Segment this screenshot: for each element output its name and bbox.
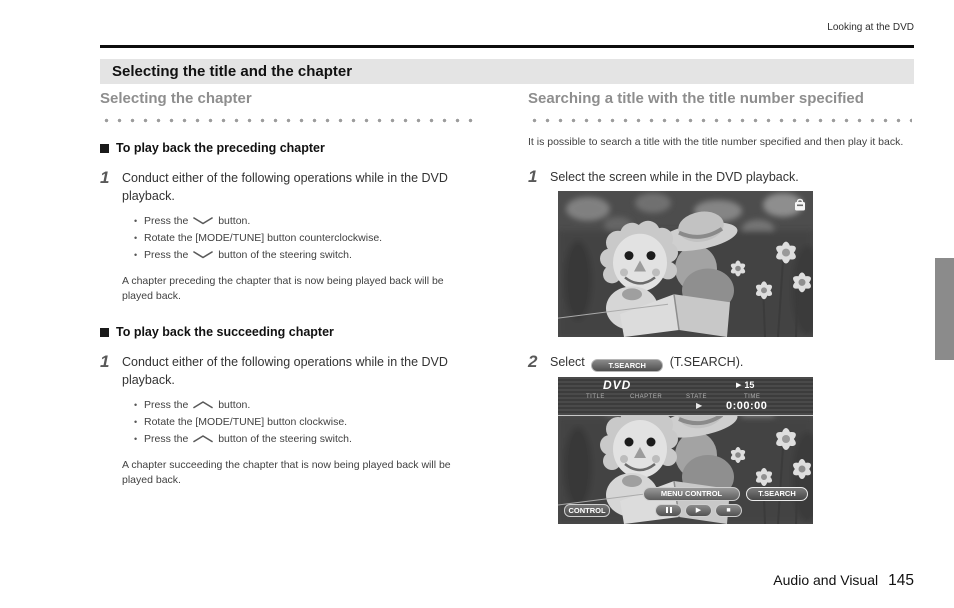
page-footer (773, 572, 914, 590)
step-number: 2 (528, 351, 538, 371)
result-text: A chapter preceding the chapter that is now being played back will be played back. (122, 275, 444, 302)
chevron-up-icon (193, 401, 213, 409)
dvd-video-frame (558, 191, 813, 337)
step (100, 169, 480, 205)
step-number: 1 (100, 352, 110, 371)
step-text: Conduct either of the following operations while in the DVD playback. (122, 171, 448, 203)
section-title: Selecting the title and the chapter (112, 63, 353, 80)
right-column-heading: Searching a title with the title number specified (528, 90, 864, 107)
dvd-screenshot-playback (558, 191, 813, 337)
pause-icon (670, 507, 672, 513)
chevron-down-icon (193, 251, 213, 259)
chevron-up-icon (193, 435, 213, 443)
step-text: Conduct either of the following operations while in the DVD playback. (122, 355, 448, 387)
list-item: • Rotate the [MODE/TUNE] button clockwise. (134, 414, 480, 431)
pause-button[interactable] (655, 504, 682, 517)
result-text: A chapter succeeding the chapter that is now being played back will be played back. (122, 459, 451, 486)
list-item: • Press the button of the steering switch. (134, 431, 480, 448)
title-field-label: TITLE (586, 393, 605, 400)
step-text: Select T.SEARCH (T.SEARCH). (550, 354, 744, 370)
pause-icon (666, 507, 668, 513)
page-number: 145 (888, 572, 914, 589)
play-button[interactable] (685, 504, 712, 517)
step-number: 1 (100, 168, 110, 187)
t-search-osd-button[interactable]: T.SEARCH (746, 487, 808, 501)
step (528, 353, 914, 372)
section-title-bar (100, 59, 914, 84)
running-header: Looking at the DVD (827, 22, 914, 33)
play-icon: ▶ (695, 507, 702, 514)
dotted-divider (100, 118, 478, 123)
list-item: • Press the button of the steering switch. (134, 247, 480, 264)
right-column (528, 90, 914, 524)
bullet-list (100, 397, 480, 448)
header-rule (100, 45, 914, 48)
play-icon: ▶ (736, 381, 742, 389)
step-text: Select the screen while in the DVD playback. (550, 169, 799, 184)
subsection-heading-succeeding: To play back the succeeding chapter (100, 325, 480, 339)
chapter-field-label: CHAPTER (630, 393, 663, 400)
dvd-status-bar (558, 377, 813, 416)
section-edge-tab (935, 258, 954, 360)
stop-button[interactable] (715, 504, 742, 517)
chevron-down-icon (193, 217, 213, 225)
time-field-label: TIME (744, 393, 761, 400)
stop-icon: ■ (726, 506, 731, 514)
time-value: 0:00:00 (726, 399, 768, 412)
intro-text: It is possible to search a title with the title number specified and then play it back. (528, 136, 904, 148)
state-field-label: STATE (686, 393, 707, 400)
dvd-screenshot-tsearch (558, 377, 813, 524)
left-column-heading: Selecting the chapter (100, 90, 252, 107)
left-column (100, 90, 480, 487)
play-state-icon: ▶ (696, 400, 703, 410)
list-item: • Press the button. (134, 397, 480, 414)
t-search-button[interactable]: T.SEARCH (591, 359, 663, 372)
dvd-playback-photo (558, 191, 813, 337)
bullet-list (100, 213, 480, 264)
square-bullet-icon (100, 328, 109, 337)
subsection-heading-preceding: To play back the preceding chapter (100, 141, 480, 155)
list-item: • Rotate the [MODE/TUNE] button counterclockwise. (134, 230, 480, 247)
playback-status: ▶ 15 (736, 379, 755, 390)
screen-change-icon (793, 198, 807, 212)
list-item: • Press the button. (134, 213, 480, 230)
menu-control-button[interactable]: MENU CONTROL (643, 487, 740, 501)
step-number: 1 (528, 166, 538, 186)
control-button[interactable]: CONTROL (564, 504, 610, 517)
footer-section-name: Audio and Visual (773, 572, 879, 588)
dotted-divider (528, 118, 912, 123)
dvd-source-label: DVD (603, 377, 632, 392)
square-bullet-icon (100, 144, 109, 153)
step (100, 353, 480, 389)
step (528, 168, 914, 186)
